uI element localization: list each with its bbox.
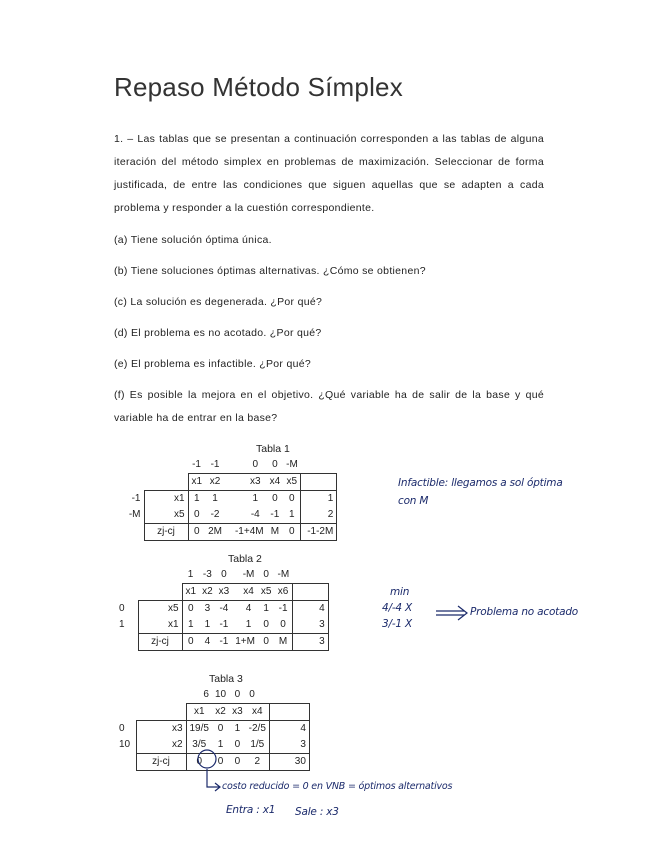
tabla2-b: 3 — [292, 617, 328, 634]
tabla2-cell: 0 — [274, 617, 292, 634]
tabla2-header: x4 — [232, 584, 258, 601]
tabla1-b: 2 — [301, 507, 337, 524]
tabla1-cell: 1 — [212, 493, 218, 504]
tabla1-cost: -1 — [210, 459, 220, 470]
arrow-right-icon — [436, 606, 467, 620]
tabla1-base: x1 — [144, 491, 188, 508]
option-e: (e) El problema es infactible. ¿Por qué? — [114, 358, 312, 370]
tabla3-cost: 6 — [203, 689, 209, 700]
tabla2-caption: Tabla 2 — [228, 553, 262, 565]
tabla2-header: x6 — [274, 584, 292, 601]
t1-note-line2: con M — [398, 495, 429, 507]
tabla2-header: x5 — [258, 584, 275, 601]
tabla1-z-label: zj-cj — [144, 524, 188, 541]
tabla1-cell: 1 — [283, 507, 301, 524]
tabla3-cell: 1 — [212, 737, 229, 754]
tabla3-header: x3 — [229, 704, 246, 721]
tabla1-header: x3 — [225, 474, 267, 491]
t2-ratio1: 4/-4 X — [382, 602, 413, 614]
tabla2-z: -1 — [216, 634, 233, 651]
t2-conclusion: Problema no acotado — [470, 606, 579, 618]
hook-arrow-icon — [207, 769, 220, 791]
tabla1-cell: -4 — [225, 507, 267, 524]
tabla3-caption: Tabla 3 — [209, 673, 243, 685]
tabla1-cost: 0 — [272, 459, 278, 470]
tabla1-cb: -1 — [131, 492, 141, 504]
tabla1-cell: 0 — [188, 507, 205, 524]
tabla2-z: 0 — [258, 634, 275, 651]
tabla1-caption: Tabla 1 — [256, 443, 290, 455]
tabla1-z: 0 — [188, 524, 205, 541]
circle-mark-icon — [198, 750, 216, 768]
tabla3-zb: 30 — [269, 754, 309, 771]
tabla3-b: 4 — [269, 721, 309, 738]
tabla3-cell: 0 — [229, 737, 246, 754]
tabla2-z-label: zj-cj — [138, 634, 182, 651]
tabla2-cost: -3 — [202, 569, 212, 580]
tabla2-cell: 1 — [263, 603, 269, 614]
tabla1-header: x1 — [188, 474, 205, 491]
page-title: Repaso Método Símplex — [114, 72, 403, 102]
tabla3-header: x2 — [212, 704, 229, 721]
tabla2-header: x2 — [199, 584, 216, 601]
tabla3-cb: 0 — [119, 722, 125, 734]
tabla2-header: x3 — [216, 584, 233, 601]
tabla3-cell: 0 — [217, 723, 224, 734]
tabla3-z-label: zj-cj — [136, 754, 186, 771]
tabla2-z: M — [274, 634, 292, 651]
tabla2-cost: 1 — [187, 569, 194, 580]
tabla3-cell: 19/5 — [189, 723, 209, 734]
tabla2-cell: 0 — [188, 603, 194, 614]
tabla3-cost: 0 — [249, 689, 255, 700]
tabla2-base: x1 — [138, 617, 182, 634]
option-c: (c) La solución es degenerada. ¿Por qué? — [114, 296, 323, 308]
tabla1-cb: -M — [128, 509, 141, 521]
tabla2-cell: -1 — [216, 617, 233, 634]
tabla3-cost: 0 — [234, 689, 241, 700]
tabla1-header: x2 — [205, 474, 225, 491]
tabla1-header: x4 — [267, 474, 284, 491]
tabla1-cell: 0 — [272, 493, 278, 504]
tabla1-cost: 0 — [252, 459, 259, 470]
option-a: (a) Tiene solución óptima única. — [114, 234, 272, 246]
tabla2-cell: -1 — [274, 601, 292, 618]
tabla1-z: 0 — [283, 524, 301, 541]
tabla2-cell: 3 — [204, 603, 211, 614]
tabla2-cb: 1 — [119, 619, 125, 631]
tabla1-z: 2M — [205, 524, 225, 541]
t3-leave: Sale : x3 — [295, 806, 339, 818]
tabla1-cell: 1 — [252, 493, 259, 504]
tabla3-cost: 10 — [214, 689, 227, 700]
t3-note: costo reducido = 0 en VNB = óptimos alternativos — [222, 781, 453, 792]
option-b: (b) Tiene soluciones óptimas alternativas. ¿Cómo se obtienen? — [114, 265, 426, 277]
tabla2-cell: 0 — [258, 617, 275, 634]
tabla1-z: M — [267, 524, 284, 541]
tabla1-cost: -M — [286, 459, 298, 470]
tabla3-header: x4 — [246, 704, 270, 721]
tabla3-base: x3 — [136, 721, 186, 738]
tabla3-cell: 3/5 — [186, 737, 212, 754]
tabla1-cell: -2 — [205, 507, 225, 524]
t3-enter: Entra : x1 — [226, 804, 276, 816]
tabla3-z: 0 — [229, 754, 246, 771]
tabla1-zb: -1-2M — [301, 524, 337, 541]
tabla2-cell: 1 — [199, 617, 216, 634]
tabla2-cell: 1 — [232, 617, 258, 634]
tabla2-cost: 0 — [221, 569, 227, 580]
tabla2-header: x1 — [182, 584, 199, 601]
tabla3-z-circled: 0 — [186, 754, 212, 771]
tabla1-z: -1+4M — [225, 524, 267, 541]
tabla3-z: 2 — [246, 754, 270, 771]
option-f: (f) Es posible la mejora en el objetivo. ¿Qué variable ha de salir de la base y qué variable ha de entrar en la base? — [114, 389, 544, 424]
tabla2-cell: 4 — [245, 603, 252, 614]
tabla2-cb: 0 — [119, 602, 125, 614]
tabla2-zb: 3 — [292, 634, 328, 651]
t2-ratio2: 3/-1 X — [382, 618, 413, 630]
tabla3-base: x2 — [136, 737, 186, 754]
option-d: (d) El problema es no acotado. ¿Por qué? — [114, 327, 322, 339]
tabla3-cb: 10 — [119, 739, 131, 751]
t2-min: min — [390, 586, 410, 598]
tabla2-cost: 0 — [263, 569, 269, 580]
tabla3-header: x1 — [186, 704, 212, 721]
tabla2-cell: 1 — [182, 617, 199, 634]
tabla3-b: 3 — [269, 737, 309, 754]
t1-note-line1: Infactible: llegamos a sol óptima — [398, 477, 563, 489]
tabla2-z: 1+M — [232, 634, 258, 651]
tabla3-cell: 1/5 — [246, 737, 270, 754]
tabla1-base: x5 — [144, 507, 188, 524]
tabla1-b: 1 — [301, 491, 337, 508]
question-text: 1. – Las tablas que se presentan a continuación corresponden a las tablas de alguna iteración del método simplex en problemas de maximización. Seleccionar de forma justificada, de entre las condiciones que siguen aquellas que se adapten a cada problema y responder a la cuestión correspondiente. — [114, 133, 544, 214]
tabla2-base: x5 — [138, 601, 182, 618]
tabla1-cell: 1 — [194, 493, 200, 504]
tabla2-z: 4 — [199, 634, 216, 651]
tabla2-cost: -M — [277, 569, 290, 580]
tabla1-cost: -1 — [192, 459, 201, 470]
tabla3-cell: 1 — [234, 723, 241, 734]
tabla2-cost: -M — [242, 569, 255, 580]
tabla2-cell: -4 — [219, 603, 229, 614]
tabla3-z: 0 — [212, 754, 229, 771]
tabla2-z: 0 — [182, 634, 199, 651]
tabla1-header: x5 — [283, 474, 301, 491]
tabla3-cell: -2/5 — [246, 721, 270, 738]
tabla2-b: 4 — [292, 601, 328, 618]
tabla1-cell: 0 — [283, 491, 301, 508]
tabla1-cell: -1 — [267, 507, 284, 524]
